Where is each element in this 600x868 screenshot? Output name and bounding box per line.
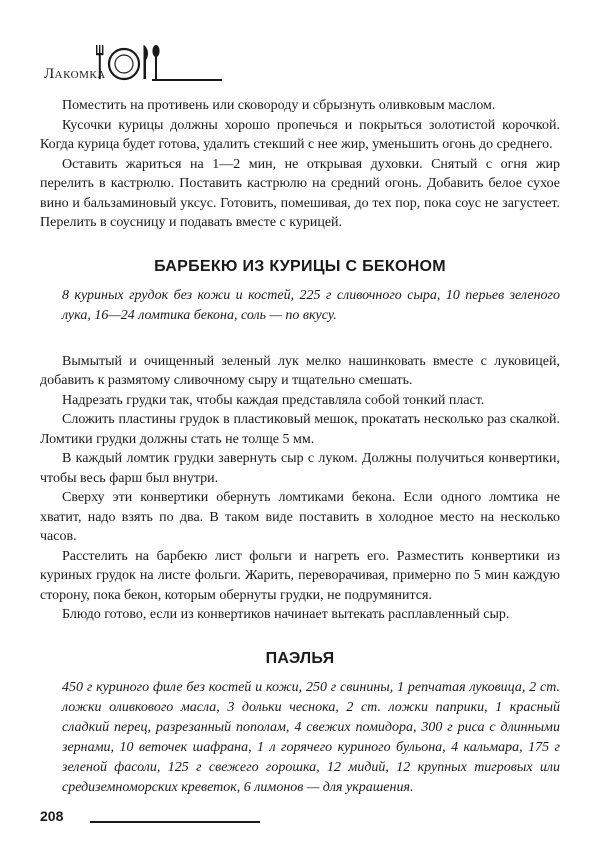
recipe-title: БАРБЕКЮ ИЗ КУРИЦЫ С БЕКОНОМ <box>154 257 446 275</box>
paragraph: Блюдо готово, если из конвертиков начинает вытекать расплавленный сыр. <box>62 607 510 622</box>
running-header <box>40 40 222 84</box>
paragraph: Вымытый и очищенный зеленый лук мелко нашинковать вместе с луковицей, добавить к размятому сливочному сыру и тщательно смешать. <box>40 353 560 388</box>
paragraph: Оставить жариться на 1—2 мин, не открывая духовки. Снятый с огня жир перелить в кастрюлю. Поставить кастрюлю на средний огонь. Добавить белое сухое вино и бальзаминовый уксус. Готовить, помешивая, до тех пор, пока соус не загустеет. Перелить в соусницу и подавать вместе с курицей. <box>40 156 560 230</box>
ingredients-list: 8 куриных грудок без кожи и костей, 225 г сливочного сыра, 10 перьев зеленого лука, 16—24 ломтика бекона, соль — по вкусу. <box>62 287 560 323</box>
header-rule <box>152 79 222 81</box>
intro-text <box>40 96 560 233</box>
recipe-title: ПАЭЛЬЯ <box>265 649 335 667</box>
header-title: Лакомка <box>44 66 106 82</box>
paragraph: Поместить на противень или сковороду и сбрызнуть оливковым маслом. <box>62 98 496 113</box>
paragraph: Расстелить на барбекю лист фольги и нагреть его. Разместить конвертики из куриных грудок на листе фольги. Жарить, переворачивая, примерно по 5 мин каждую сторону, пока бекон, которым обернуты грудки, не подрумянится. <box>40 548 560 603</box>
page-content <box>40 96 560 798</box>
paragraph: Кусочки курицы должны хорошо пропечься и покрыться золотистой корочкой. Когда курица будет готова, удалить стекший с нее жир, уменьшить огонь до среднего. <box>40 117 560 152</box>
paragraph: Надрезать грудки так, чтобы каждая представляла собой тонкий пласт. <box>62 392 485 408</box>
paragraph: Сверху эти конвертики обернуть ломтиками бекона. Если одного ломтика не хватит, надо взять по два. В таком виде поставить в холодное место на несколько часов. <box>40 490 560 544</box>
page-footer <box>40 808 260 828</box>
paragraph: Сложить пластины грудок в пластиковый мешок, прокатать несколько раз скалкой. Ломтики грудки должны стать не толще 5 мм. <box>40 412 560 447</box>
ingredients-list: 450 г куриного филе без костей и кожи, 250 г свинины, 1 репчатая луковица, 2 ст. ложки оливкового масла, 3 дольки чеснока, 2 ст. ложки паприки, 1 красный сладкий перец, разрезанный пополам, 4 свежих помидора, 300 г риса с длинными зернами, 10 веточек шафрана, 1 л горячего куриного бульона, 4 кальмара, 175 г зеленой фасоли, 125 г свежего горошка, 12 мидий, 12 крупных тигровых или средиземноморских креветок, 6 лимонов — для украшения. <box>62 679 560 795</box>
recipe-steps <box>40 352 560 625</box>
paragraph: В каждый ломтик грудки завернуть сыр с луком. Должны получиться конвертики, чтобы весь фарш был внутри. <box>40 451 560 486</box>
footer-rule <box>90 821 260 823</box>
page-number: 208 <box>40 808 64 824</box>
